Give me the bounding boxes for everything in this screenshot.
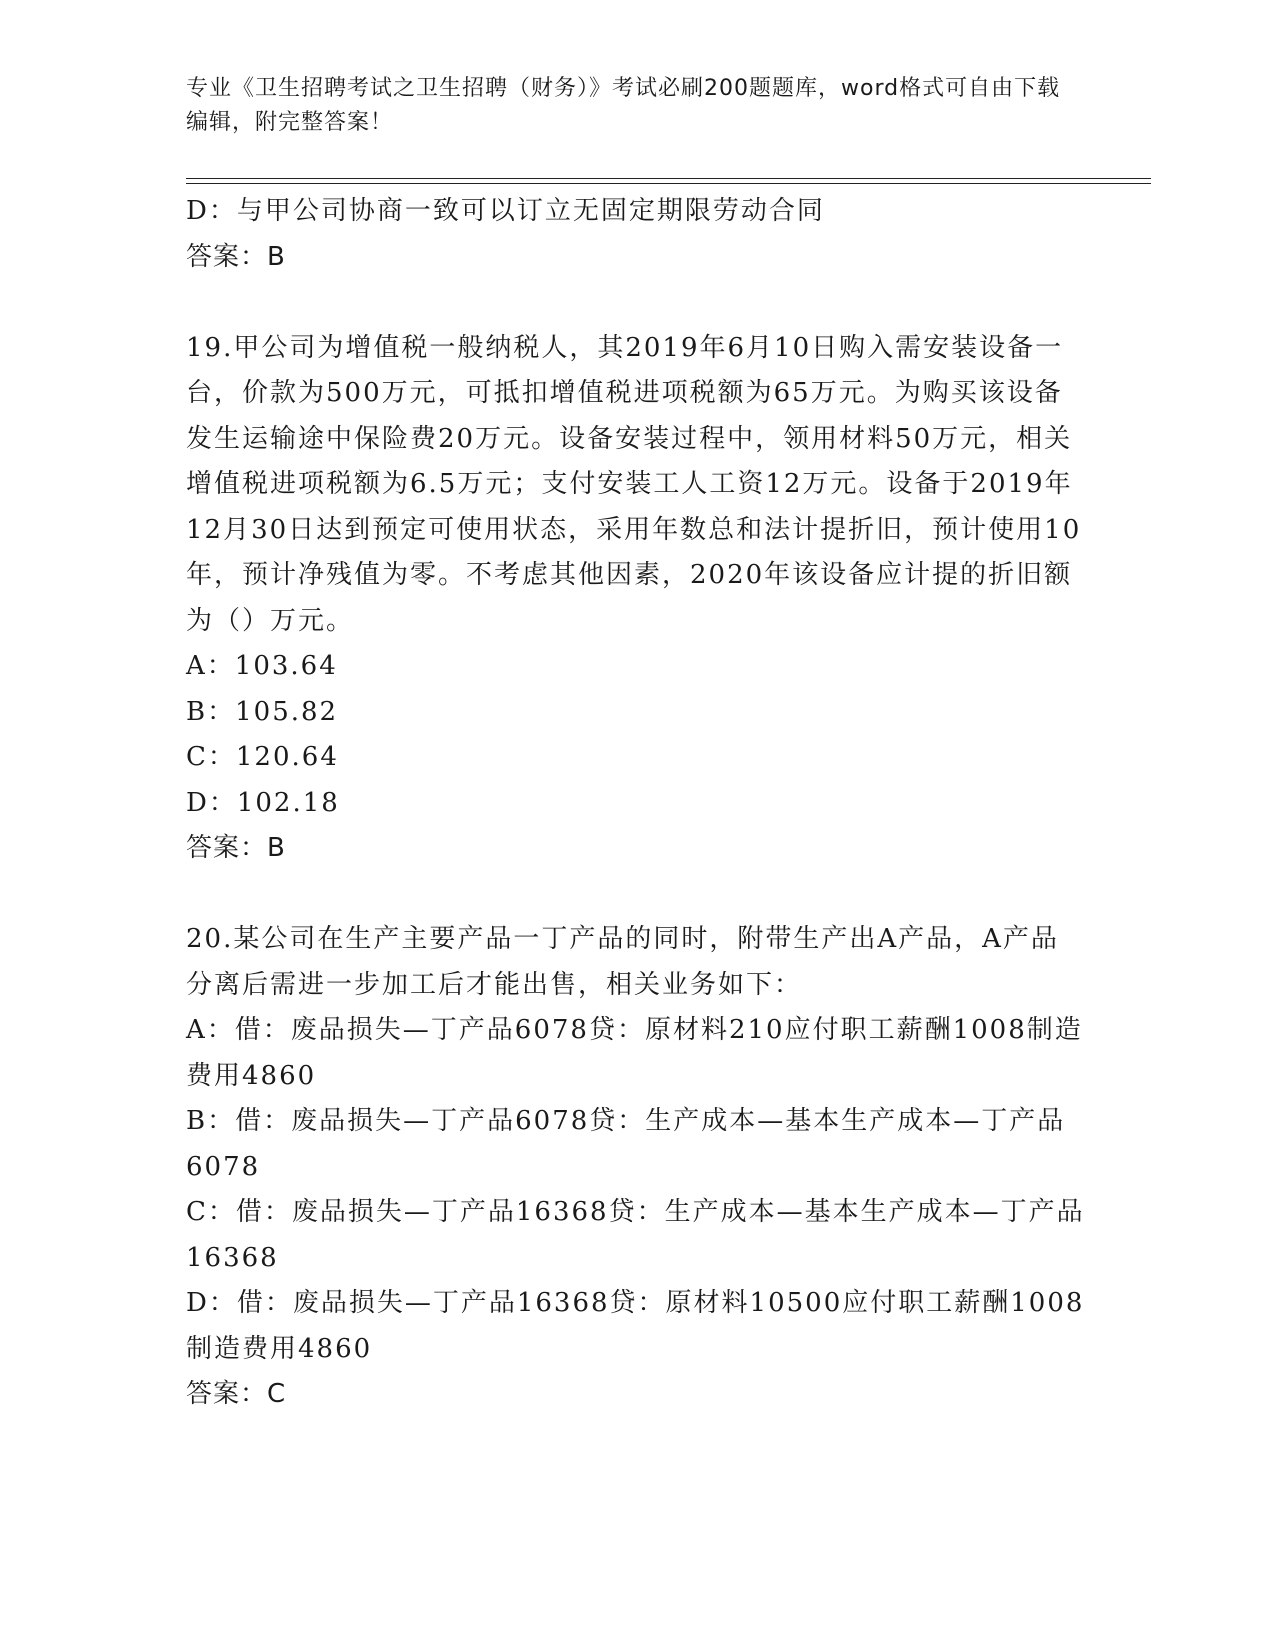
question-20-option-d: D：借：废品损失—丁产品16368贷：原材料10500应付职工薪酬1008制造费用4860 xyxy=(186,1288,1085,1364)
prev-question-option-d: D：与甲公司协商一致可以订立无固定期限劳动合同 xyxy=(186,196,825,226)
page-header: 专业《卫生招聘考试之卫生招聘（财务）》考试必刷200题题库，word格式可自由下载编辑，附完整答案！ xyxy=(186,76,1061,135)
question-19-stem: 19.甲公司为增值税一般纳税人，其2019年6月10日购入需安装设备一台，价款为500万元，可抵扣增值税进项税额为65万元。为购买该设备发生运输途中保险费20万元。设备安装过程中，领用材料50万元，相关增值税进项税额为6.5万元；支付安装工人工资12万元。设备于2019年12月30日达到预定可使用状态，采用年数总和法计提折旧，预计使用10年，预计净残值为零。不考虑其他因素，2020年该设备应计提的折旧额为（）万元。 xyxy=(186,332,1082,636)
header-rule-top xyxy=(186,178,1151,179)
spacer xyxy=(186,280,1086,326)
document-body xyxy=(186,189,1086,1418)
spacer xyxy=(186,872,1086,918)
question-19-answer: 答案：B xyxy=(186,833,286,863)
header-rule-bottom xyxy=(186,183,1151,184)
question-20-option-a: A：借：废品损失—丁产品6078贷：原材料210应付职工薪酬1008制造费用4860 xyxy=(186,1015,1083,1091)
question-20-answer: 答案：C xyxy=(186,1379,287,1409)
question-20-option-b: B：借：废品损失—丁产品6078贷：生产成本—基本生产成本—丁产品6078 xyxy=(186,1106,1066,1182)
question-19-option-c: C：120.64 xyxy=(186,742,339,772)
question-20-stem: 20.某公司在生产主要产品一丁产品的同时，附带生产出A产品，A产品分离后需进一步加工后才能出售，相关业务如下： xyxy=(186,924,1059,1000)
question-20-option-c: C：借：废品损失—丁产品16368贷：生产成本—基本生产成本—丁产品16368 xyxy=(186,1197,1085,1273)
question-19-option-b: B：105.82 xyxy=(186,696,339,727)
question-19-option-d: D：102.18 xyxy=(186,787,340,818)
prev-question-answer: 答案：B xyxy=(186,241,286,272)
question-19-option-a: A：103.64 xyxy=(186,651,338,681)
